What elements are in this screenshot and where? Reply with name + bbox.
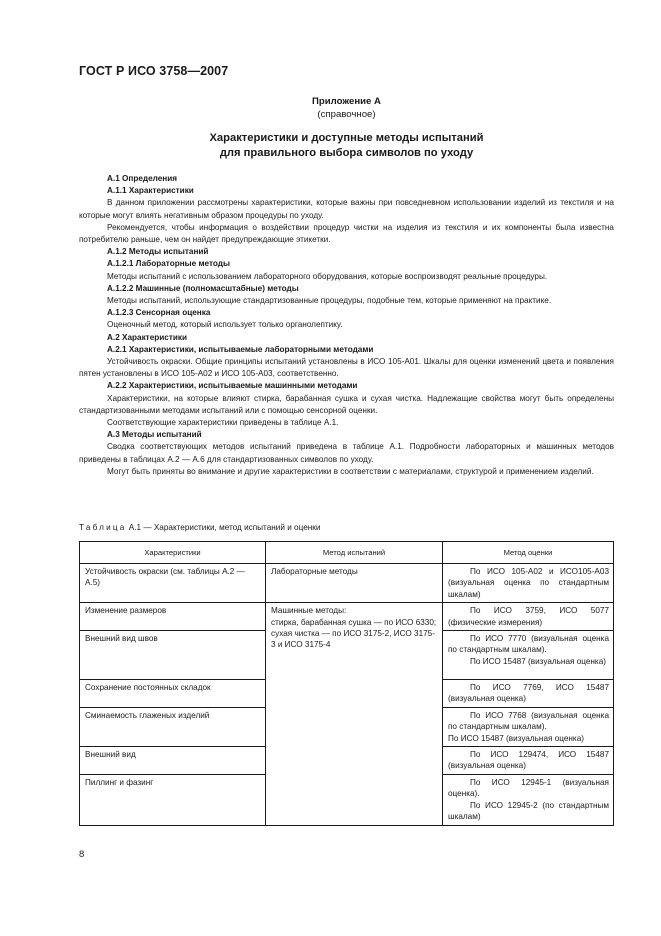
section-heading: А.1.2.1 Лабораторные методы — [107, 259, 230, 269]
machine-method-line: Машинные методы: — [271, 606, 347, 616]
section-heading: А.3 Методы испытаний — [107, 430, 202, 440]
appendix-heading — [79, 95, 614, 121]
section-heading: А.2.2 Характеристики, испытываемые машинными методами — [107, 381, 358, 391]
paragraph: Устойчивость окраски. Общие принципы испытаний установлены в ИСО 105-А01. Шкалы для оценки изменений цвета и появления пятен установлены в ИСО 105-А02 и ИСО 105-А03, соответственно. — [79, 357, 614, 379]
paragraph: Методы испытаний с использованием лабораторного оборудования, которые воспроизводят реальные процедуры. — [107, 271, 548, 281]
table-header-row — [80, 542, 614, 564]
paragraph: Сводка соответствующих методов испытаний приведена в таблице А.1. Подробности лабораторных и машинных методов приведены в таблицах А.2 — А.6 для стандартизованных символов по уходу. — [79, 442, 614, 464]
document-title-line1: Характеристики и доступные методы испытаний — [209, 132, 484, 144]
table-caption — [79, 523, 320, 532]
section-heading: А.2.1 Характеристики, испытываемые лабораторными методами — [107, 344, 374, 354]
cell-method: Лабораторные методы — [266, 564, 443, 603]
paragraph: Рекомендуется, чтобы информация о воздействии процедур чистки на изделия из текстиля и их компоненты была известна потребителю раньше, чем он найдет предупреждающие этикетки. — [79, 222, 614, 245]
section-heading: А.1.2.3 Сенсорная оценка — [107, 308, 211, 318]
section-heading: А.1.1 Характеристики — [107, 186, 194, 196]
paragraph: Оценочный метод, который использует только органолептику. — [107, 320, 343, 330]
appendix-note: (справочное) — [317, 109, 376, 120]
cell-evaluation: По ИСО 7768 (визуальная оценка по стандартным шкалам). По ИСО 15487 (визуальная оценка) — [443, 707, 614, 746]
header-characteristics: Характеристики — [80, 542, 266, 564]
cell-characteristic: Внешний вид — [80, 747, 266, 775]
table-row — [80, 603, 614, 631]
cell-evaluation: По ИСО 7770 (визуальная оценка по стандартным шкалам). По ИСО 15487 (визуальная оценка) — [443, 631, 614, 680]
paragraph: Характеристики, на которые влияют стирка, барабанная сушка и сухая чистка. Надлежащие свойства могут быть определены стандартизованными методами испытаний или с помощью сенсорной оценки. — [79, 393, 614, 415]
cell-evaluation: По ИСО 129474, ИСО 15487 (визуальная оценка) — [443, 747, 614, 775]
cell-characteristic: Устойчивость окраски (см. таблицы А.2 — А.5) — [80, 564, 266, 603]
paragraph: Могут быть приняты во внимание и другие характеристики в соответствии с материалами, структурой и применением изделий. — [107, 466, 594, 476]
section-heading: А.2 Характеристики — [107, 332, 188, 342]
section-heading: А.1 Определения — [107, 174, 178, 183]
page-number: 8 — [79, 849, 85, 860]
cell-characteristic: Сминаемость глаженых изделий — [80, 707, 266, 746]
section-heading: А.1.2 Методы испытаний — [107, 247, 209, 257]
section-heading: А.1.2.2 Машинные (полномасштабные) методы — [107, 283, 299, 293]
paragraph: В данном приложении рассмотрены характеристики, которые важны при повседневном использовании изделий из текстиля и на которые могут влиять негативным образом процедуры по уходу. — [79, 198, 614, 220]
machine-method-line: сухая чистка — по ИСО 3175-2, ИСО 3175-3 и ИСО 3175-4 — [271, 629, 435, 650]
appendix-title: Приложение А — [312, 96, 381, 107]
paragraph: Методы испытаний, использующие стандартизованные процедуры, подобные тем, которые применяют на практике. — [107, 296, 552, 306]
cell-evaluation: По ИСО 3759, ИСО 5077 (физические измерения) — [443, 603, 614, 631]
cell-evaluation: По ИСО 105-А02 и ИСО105-А03 (визуальная оценка по стандартным шкалам) — [443, 564, 614, 603]
machine-method-line: стирка, барабанная сушка — по ИСО 6330; — [271, 617, 437, 627]
characteristics-table — [79, 541, 614, 826]
cell-evaluation: По ИСО 12945-1 (визуальная оценка). По ИСО 12945-2 (по стандартным шкалам) — [443, 774, 614, 825]
cell-characteristic: Изменение размеров — [80, 603, 266, 631]
document-title — [79, 131, 614, 161]
cell-machine-method — [266, 603, 443, 825]
cell-evaluation: По ИСО 7769, ИСО 15487 (визуальная оценка) — [443, 680, 614, 708]
cell-characteristic: Сохранение постоянных складок — [80, 680, 266, 708]
cell-characteristic: Пиллинг и фазинг — [80, 774, 266, 825]
document-title-line2: для правильного выбора символов по уходу — [219, 147, 474, 159]
table-caption-text: А.1 — Характеристики, метод испытаний и оценки — [126, 523, 321, 532]
table-caption-word: Таблица — [79, 523, 127, 532]
header-evaluation-method: Метод оценки — [443, 542, 614, 564]
paragraph: Соответствующие характеристики приведены в таблице А.1. — [107, 418, 339, 428]
page-header-standard: ГОСТ Р ИСО 3758—2007 — [79, 64, 229, 78]
header-test-method: Метод испытаний — [266, 542, 443, 564]
body-text — [79, 173, 614, 478]
cell-characteristic: Внешний вид швов — [80, 631, 266, 680]
table-row — [80, 564, 614, 603]
